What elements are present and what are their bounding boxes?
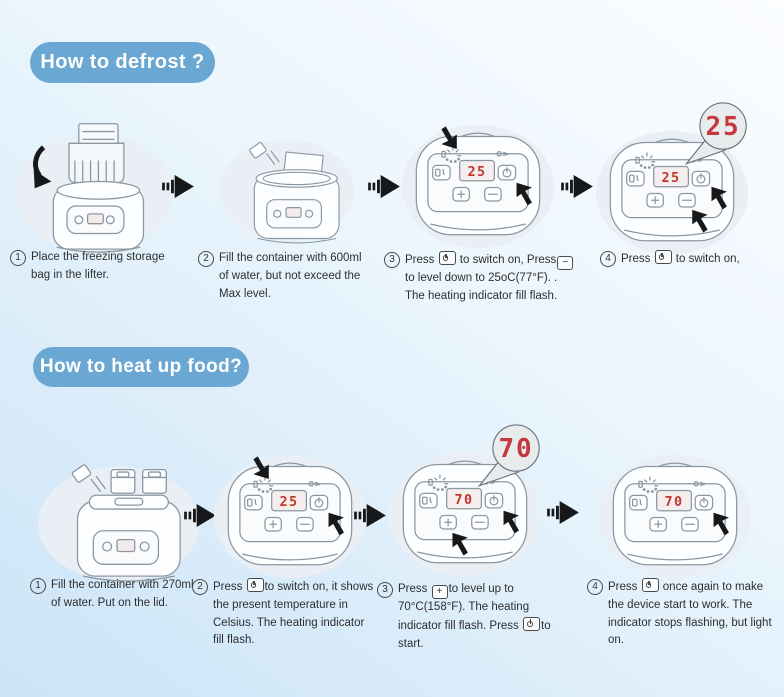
illustration-heat-step1: [28, 440, 206, 588]
step-number: 4: [600, 251, 616, 267]
caption-text: to start.: [398, 619, 551, 650]
power-icon: [642, 578, 659, 592]
step-caption: [198, 250, 370, 303]
step-number: 2: [198, 251, 214, 267]
callout-value: 25: [705, 111, 741, 142]
panel-display-value: 70: [454, 491, 474, 508]
step-arrow-icon: [162, 174, 195, 199]
step-caption: [587, 578, 773, 650]
food-container: [111, 470, 135, 494]
step-caption: [30, 577, 202, 613]
step-text: [213, 578, 376, 650]
step-caption: [600, 250, 780, 269]
caption-text: to level up to 70°C(158°F). The heating indicator fill flash. Press: [398, 583, 530, 632]
illustration-heat-step3: [383, 424, 547, 582]
step-arrow-icon: [547, 500, 580, 525]
caption-text: to switch on, it shows the present temperature in Celsius. The heating indicator fill flash.: [213, 581, 374, 647]
panel-display-value: 25: [661, 169, 681, 186]
step-caption: [384, 251, 576, 306]
power-icon: [655, 250, 672, 264]
step-text: [608, 578, 773, 650]
illustration-heat-step4: [593, 426, 757, 584]
panel-display-value: 25: [467, 163, 487, 180]
illustration-defrost-step1: [8, 110, 180, 257]
caption-text: Fill the container with 270ml of water. Put on the lid.: [51, 579, 194, 609]
caption-text: Press: [213, 581, 246, 593]
caption-text: Press: [621, 253, 654, 265]
food-container: [143, 470, 167, 494]
step-text: [621, 250, 740, 269]
step-number: 3: [384, 252, 400, 268]
step-number: 4: [587, 579, 603, 595]
step-caption: [192, 578, 376, 650]
step-caption: [377, 581, 575, 653]
step-number: 2: [192, 579, 208, 595]
step-text: [31, 249, 182, 285]
callout-value: 70: [498, 433, 534, 464]
panel-display-value: 25: [279, 493, 299, 510]
step-caption: [10, 249, 182, 285]
section-title-heat: How to heat up food?: [33, 347, 249, 387]
caption-text: to switch on, Press: [456, 254, 557, 266]
caption-text: to switch on,: [672, 253, 740, 265]
caption-text: Press: [608, 581, 641, 593]
caption-text: once again to make the device start to work. The indicator stops flashing, but light on.: [608, 581, 772, 647]
step-text: [219, 250, 370, 303]
step-number: 1: [10, 250, 26, 266]
caption-text: to level down to 25oC(77°F). . The heating indicator fill flash.: [405, 272, 558, 302]
illustration-heat-step2: [208, 426, 372, 584]
step-text: [398, 581, 575, 653]
plus-icon: +: [432, 585, 448, 599]
caption-text: Press: [405, 254, 438, 266]
step-number: 1: [30, 578, 46, 594]
caption-text: Fill the container with 600ml of water, but not exceed the Max level.: [219, 252, 362, 300]
lifter-basket: [69, 143, 124, 182]
step-number: 3: [377, 582, 393, 598]
caption-text: Press: [398, 583, 431, 595]
power-icon: [523, 617, 540, 631]
power-icon: [247, 578, 264, 592]
power-icon: [439, 251, 456, 265]
minus-icon: −: [557, 256, 573, 270]
caption-text: Place the freezing storage bag in the lifter.: [31, 251, 165, 281]
panel-display-value: 70: [664, 493, 684, 510]
step-text: [405, 251, 576, 306]
section-title-defrost: How to defrost ?: [30, 42, 215, 83]
lid: [89, 495, 168, 509]
illustration-defrost-step3: [396, 96, 560, 254]
step-text: [51, 577, 202, 613]
illustration-defrost-step4: [590, 102, 754, 260]
illustration-defrost-step2: [212, 122, 362, 250]
